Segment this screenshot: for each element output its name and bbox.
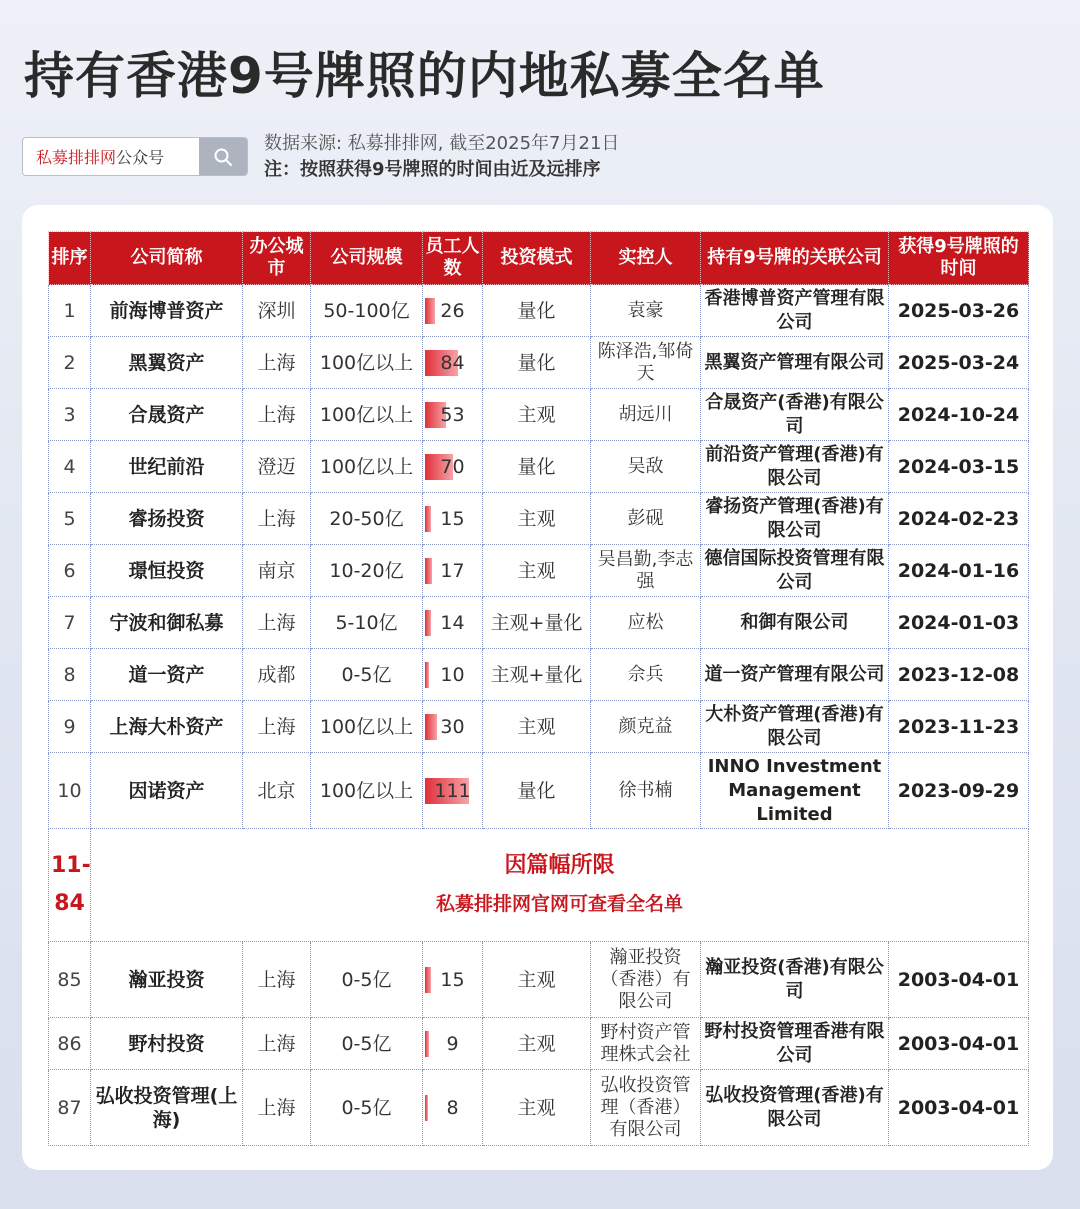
table-row [49, 493, 1029, 545]
cell-city: 上海 [243, 337, 311, 389]
cell-company: 因诺资产 [91, 753, 243, 829]
cell-city: 成都 [243, 649, 311, 701]
cell-city: 深圳 [243, 285, 311, 337]
cell-city: 上海 [243, 389, 311, 441]
cell-related: 德信国际投资管理有限公司 [701, 545, 889, 597]
table-row [49, 441, 1029, 493]
cell-controller: 弘收投资管理（香港）有限公司 [591, 1070, 701, 1146]
cell-related: 野村投资管理香港有限公司 [701, 1018, 889, 1070]
employee-bar [425, 558, 432, 584]
cell-employees [423, 389, 483, 441]
table-row [49, 597, 1029, 649]
cell-scale: 100亿以上 [311, 753, 423, 829]
cell-company: 瀚亚投资 [91, 942, 243, 1018]
cell-scale: 100亿以上 [311, 701, 423, 753]
cell-controller: 袁豪 [591, 285, 701, 337]
cell-employees [423, 545, 483, 597]
search-brand: 私募排排网 [36, 148, 117, 167]
cell-company: 野村投资 [91, 1018, 243, 1070]
table-gap [49, 829, 1029, 942]
cell-scale: 10-20亿 [311, 545, 423, 597]
col-header-date: 获得9号牌照的时间 [889, 232, 1029, 285]
gap-row [49, 829, 1029, 942]
cell-city: 上海 [243, 493, 311, 545]
employee-count: 30 [440, 715, 465, 738]
cell-city: 上海 [243, 597, 311, 649]
cell-controller: 徐书楠 [591, 753, 701, 829]
search-icon [213, 147, 233, 167]
cell-city: 上海 [243, 942, 311, 1018]
cell-employees [423, 649, 483, 701]
table-row [49, 1018, 1029, 1070]
cell-related: 黑翼资产管理有限公司 [701, 337, 889, 389]
table-row [49, 942, 1029, 1018]
cell-employees [423, 441, 483, 493]
table-card [22, 205, 1053, 1170]
col-header-controller: 实控人 [591, 232, 701, 285]
cell-controller: 吴昌勤,李志强 [591, 545, 701, 597]
search-box[interactable] [22, 137, 248, 176]
cell-company: 世纪前沿 [91, 441, 243, 493]
cell-city: 北京 [243, 753, 311, 829]
cell-related: 睿扬资产管理(香港)有限公司 [701, 493, 889, 545]
cell-rank: 7 [49, 597, 91, 649]
employee-count: 9 [446, 1032, 459, 1055]
cell-city: 澄迈 [243, 441, 311, 493]
cell-rank: 5 [49, 493, 91, 545]
employee-count: 15 [440, 968, 465, 991]
employee-bar [425, 298, 435, 324]
license-table [48, 231, 1029, 1146]
cell-related: 和御有限公司 [701, 597, 889, 649]
cell-date: 2023-12-08 [889, 649, 1029, 701]
cell-controller: 佘兵 [591, 649, 701, 701]
employee-bar [425, 714, 437, 740]
employee-count: 17 [440, 559, 465, 582]
cell-employees [423, 285, 483, 337]
cell-controller: 应松 [591, 597, 701, 649]
search-text[interactable] [23, 138, 199, 175]
employee-bar [425, 610, 431, 636]
cell-mode: 主观+量化 [483, 649, 591, 701]
cell-date: 2024-02-23 [889, 493, 1029, 545]
cell-scale: 0-5亿 [311, 649, 423, 701]
cell-date: 2024-01-16 [889, 545, 1029, 597]
cell-company: 宁波和御私募 [91, 597, 243, 649]
cell-date: 2003-04-01 [889, 942, 1029, 1018]
cell-date: 2025-03-26 [889, 285, 1029, 337]
cell-date: 2003-04-01 [889, 1070, 1029, 1146]
cell-controller: 野村资产管理株式会社 [591, 1018, 701, 1070]
page-title: 持有香港9号牌照的内地私募全名单 [24, 47, 825, 105]
table-row [49, 545, 1029, 597]
cell-controller: 颜克益 [591, 701, 701, 753]
cell-scale: 100亿以上 [311, 389, 423, 441]
cell-related: 瀚亚投资(香港)有限公司 [701, 942, 889, 1018]
cell-mode: 主观 [483, 545, 591, 597]
cell-related: 香港博普资产管理有限公司 [701, 285, 889, 337]
table-row [49, 1070, 1029, 1146]
cell-scale: 50-100亿 [311, 285, 423, 337]
cell-date: 2023-11-23 [889, 701, 1029, 753]
employee-count: 10 [440, 663, 465, 686]
col-header-scale: 公司规模 [311, 232, 423, 285]
employee-count: 70 [440, 455, 465, 478]
employee-bar [425, 506, 431, 532]
cell-controller: 胡远川 [591, 389, 701, 441]
cell-employees [423, 1018, 483, 1070]
cell-company: 合晟资产 [91, 389, 243, 441]
table-row [49, 337, 1029, 389]
cell-scale: 0-5亿 [311, 1070, 423, 1146]
cell-date: 2024-01-03 [889, 597, 1029, 649]
cell-rank: 10 [49, 753, 91, 829]
table-row [49, 389, 1029, 441]
col-header-employees: 员工人数 [423, 232, 483, 285]
cell-mode: 量化 [483, 441, 591, 493]
cell-scale: 5-10亿 [311, 597, 423, 649]
cell-employees [423, 337, 483, 389]
table-body-top [49, 285, 1029, 829]
col-header-rank: 排序 [49, 232, 91, 285]
cell-scale: 20-50亿 [311, 493, 423, 545]
col-header-company: 公司简称 [91, 232, 243, 285]
cell-company: 上海大朴资产 [91, 701, 243, 753]
cell-date: 2025-03-24 [889, 337, 1029, 389]
cell-rank: 2 [49, 337, 91, 389]
search-button[interactable] [199, 138, 247, 175]
cell-company: 弘收投资管理(上海) [91, 1070, 243, 1146]
cell-date: 2024-03-15 [889, 441, 1029, 493]
employee-bar [425, 1031, 429, 1057]
gap-message [91, 829, 1029, 942]
employee-count: 84 [440, 351, 465, 374]
cell-controller: 彭砚 [591, 493, 701, 545]
cell-related: 弘收投资管理(香港)有限公司 [701, 1070, 889, 1146]
employee-count: 8 [446, 1096, 459, 1119]
gap-line2: 私募排排网官网可查看全名单 [435, 893, 683, 915]
cell-mode: 主观 [483, 493, 591, 545]
cell-rank: 9 [49, 701, 91, 753]
cell-scale: 0-5亿 [311, 1018, 423, 1070]
gap-range [49, 829, 91, 942]
col-header-city: 办公城市 [243, 232, 311, 285]
cell-mode: 量化 [483, 753, 591, 829]
cell-rank: 85 [49, 942, 91, 1018]
cell-company: 黑翼资产 [91, 337, 243, 389]
cell-rank: 4 [49, 441, 91, 493]
cell-city: 上海 [243, 701, 311, 753]
cell-date: 2003-04-01 [889, 1018, 1029, 1070]
cell-employees [423, 753, 483, 829]
employee-bar [425, 662, 429, 688]
cell-mode: 主观 [483, 1018, 591, 1070]
cell-city: 上海 [243, 1018, 311, 1070]
cell-mode: 量化 [483, 337, 591, 389]
cell-scale: 100亿以上 [311, 337, 423, 389]
employee-count: 26 [440, 299, 465, 322]
col-header-related: 持有9号牌的关联公司 [701, 232, 889, 285]
cell-mode: 主观 [483, 701, 591, 753]
cell-rank: 3 [49, 389, 91, 441]
cell-related: 道一资产管理有限公司 [701, 649, 889, 701]
cell-employees [423, 493, 483, 545]
table-row [49, 649, 1029, 701]
cell-date: 2023-09-29 [889, 753, 1029, 829]
col-header-mode: 投资模式 [483, 232, 591, 285]
table-row [49, 701, 1029, 753]
employee-bar [425, 1095, 428, 1121]
table-header-row [49, 232, 1029, 285]
cell-scale: 100亿以上 [311, 441, 423, 493]
gap-range-start: 11- [51, 853, 91, 878]
cell-rank: 6 [49, 545, 91, 597]
cell-employees [423, 597, 483, 649]
cell-date: 2024-10-24 [889, 389, 1029, 441]
cell-related: 前沿资产管理(香港)有限公司 [701, 441, 889, 493]
employee-bar [425, 967, 431, 993]
sort-note: 注：按照获得9号牌照的时间由近及远排序 [264, 159, 601, 180]
cell-rank: 86 [49, 1018, 91, 1070]
cell-company: 睿扬投资 [91, 493, 243, 545]
cell-employees [423, 1070, 483, 1146]
cell-mode: 主观 [483, 942, 591, 1018]
cell-employees [423, 701, 483, 753]
table-row [49, 753, 1029, 829]
cell-controller: 陈泽浩,邹倚天 [591, 337, 701, 389]
employee-count: 15 [440, 507, 465, 530]
gap-line1: 因篇幅所限 [504, 853, 615, 878]
cell-mode: 主观 [483, 1070, 591, 1146]
cell-related: 大朴资产管理(香港)有限公司 [701, 701, 889, 753]
cell-city: 上海 [243, 1070, 311, 1146]
table-body-bottom [49, 942, 1029, 1146]
cell-company: 前海博普资产 [91, 285, 243, 337]
cell-rank: 8 [49, 649, 91, 701]
cell-rank: 1 [49, 285, 91, 337]
search-suffix: 公众号 [116, 148, 165, 167]
cell-mode: 量化 [483, 285, 591, 337]
cell-city: 南京 [243, 545, 311, 597]
cell-company: 道一资产 [91, 649, 243, 701]
cell-related: 合晟资产(香港)有限公司 [701, 389, 889, 441]
employee-count: 111 [434, 779, 471, 802]
data-source: 数据来源: 私募排排网, 截至2025年7月21日 [264, 133, 620, 154]
employee-count: 53 [440, 403, 465, 426]
cell-mode: 主观 [483, 389, 591, 441]
cell-employees [423, 942, 483, 1018]
cell-company: 璟恒投资 [91, 545, 243, 597]
cell-controller: 吴敌 [591, 441, 701, 493]
employee-count: 14 [440, 611, 465, 634]
cell-rank: 87 [49, 1070, 91, 1146]
gap-range-end: 84 [54, 891, 85, 916]
cell-controller: 瀚亚投资（香港）有限公司 [591, 942, 701, 1018]
cell-related: INNO Investment Management Limited [701, 753, 889, 829]
table-row [49, 285, 1029, 337]
cell-mode: 主观+量化 [483, 597, 591, 649]
cell-scale: 0-5亿 [311, 942, 423, 1018]
